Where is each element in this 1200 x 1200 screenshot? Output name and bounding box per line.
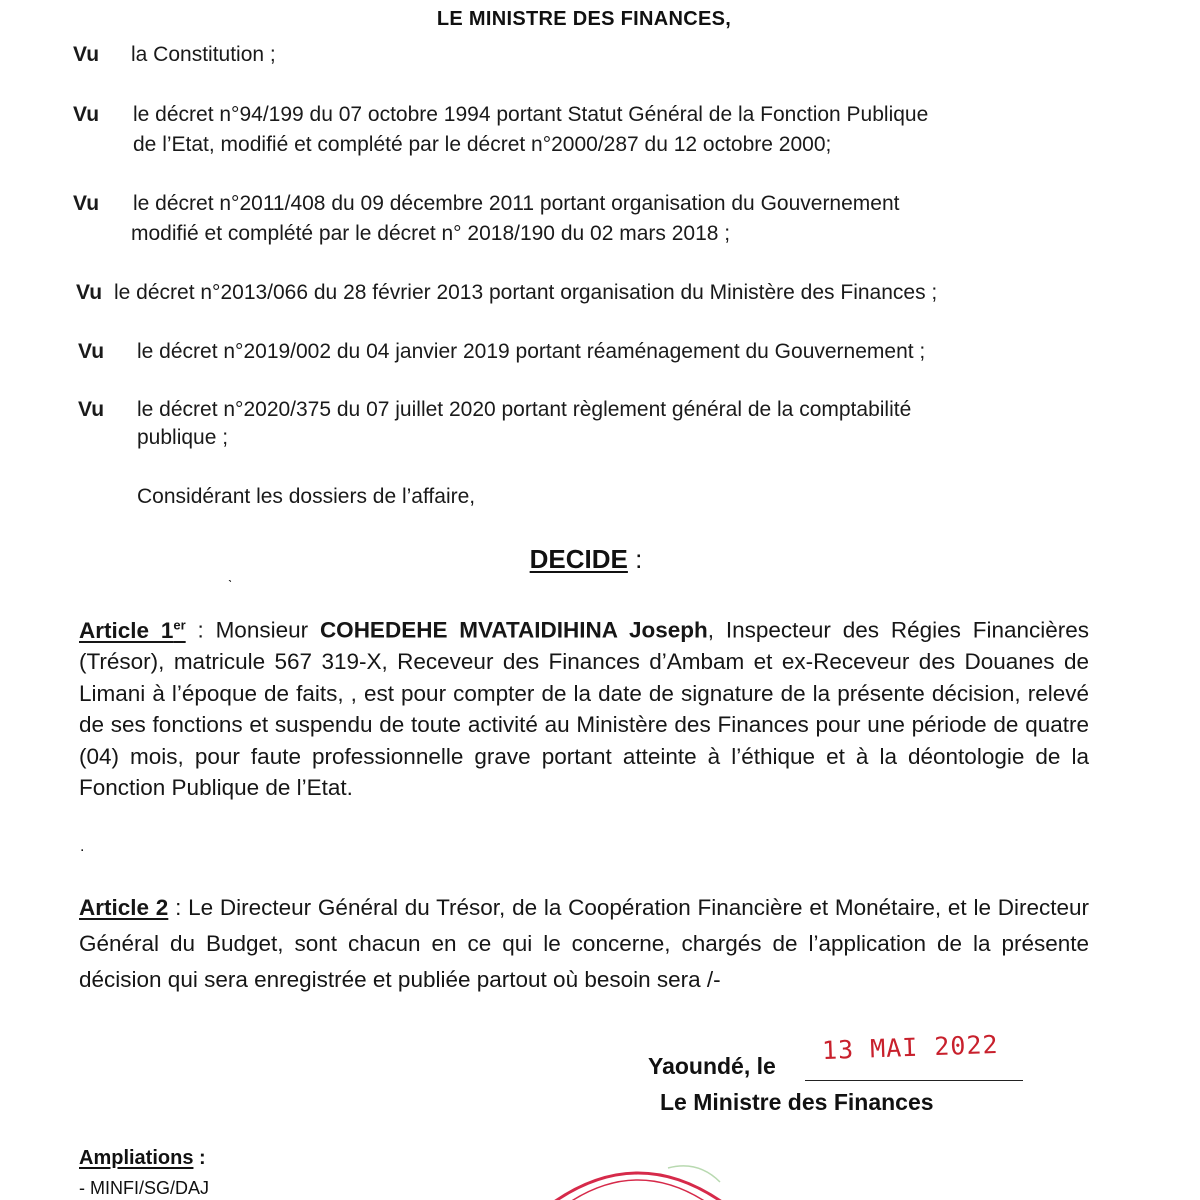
document-header: LE MINISTRE DES FINANCES, xyxy=(436,8,732,30)
visa-key: Vu xyxy=(78,340,105,363)
article-1 xyxy=(79,609,1089,804)
visa-key: Vu xyxy=(73,192,100,215)
article-2-label: Article 2 xyxy=(79,895,169,920)
visa-text-line: le décret n°2019/002 du 04 janvier 2019 portant réaménagement du Gouvernement ; xyxy=(137,340,926,363)
date-stamp: 13 MAI 2022 xyxy=(821,1029,1000,1066)
visa-text-line: la Constitution ; xyxy=(131,43,276,66)
ampliations-colon: : xyxy=(193,1147,206,1169)
visa-text-line: le décret n°94/199 du 07 octobre 1994 portant Statut Général de la Fonction Publique xyxy=(133,103,929,126)
visa-text-line: le décret n°2011/408 du 09 décembre 2011 portant organisation du Gouvernement xyxy=(133,192,900,215)
article-2 xyxy=(79,890,1089,998)
stray-mark: ˎ xyxy=(228,566,233,582)
considerant-text: Considérant les dossiers de l’affaire, xyxy=(137,485,476,508)
decide-heading xyxy=(0,544,1172,575)
visa-decret-2020 xyxy=(78,395,1118,455)
stray-dot: . xyxy=(80,838,85,855)
visa-text-line: le décret n°2013/066 du 28 février 2013 portant organisation du Ministère des Finances ; xyxy=(114,281,938,304)
ampliation-item: - MINFI/SG/DAJ xyxy=(79,1178,209,1198)
decide-colon: : xyxy=(627,544,643,574)
article-1-label-text: Article 1 xyxy=(79,617,174,643)
signatory-title: Le Ministre des Finances xyxy=(660,1089,934,1115)
visa-text-line: modifié et complété par le décret n° 2018/190 du 02 mars 2018 ; xyxy=(131,222,731,245)
article-2-body: : Le Directeur Général du Trésor, de la Coopération Financière et Monétaire, et le Directeur Général du Budget, sont chacun en ce qui le concerne, chargés de l’application de la présente décision qui sera enregistrée et publiée partout où besoin sera /- xyxy=(79,895,1089,992)
article-1-sup: er xyxy=(173,617,186,632)
official-seal xyxy=(548,1162,728,1200)
visa-text-line: publique ; xyxy=(137,426,229,449)
visa-key: Vu xyxy=(76,281,103,304)
article-1-body: , Inspecteur des Régies Financières (Trésor), matricule 567 319-X, Receveur des Finances d’Ambam et ex-Receveur des Douanes de Limani à l’époque de faits, , est pour compter de la date de signature de la présente décision, relevé de ses fonctions et suspendu de toute activité au Ministère des Finances pour une période de quatre (04) mois, pour faute professionnelle grave portant atteinte à l’éthique et à la déontologie de la Fonction Publique de l’Etat. xyxy=(79,617,1090,800)
visa-text-line: de l’Etat, modifié et complété par le décret n°2000/287 du 12 octobre 2000; xyxy=(133,133,832,156)
visa-text-line: le décret n°2020/375 du 07 juillet 2020 portant règlement général de la comptabilité xyxy=(137,398,912,421)
ampliations-label: Ampliations xyxy=(79,1147,194,1169)
signature-place: Yaoundé, le xyxy=(648,1053,776,1079)
visa-decret-2011 xyxy=(73,189,1113,249)
visa-decret-1994 xyxy=(73,100,1113,160)
article-1-label xyxy=(79,618,186,643)
visa-key: Vu xyxy=(78,398,105,421)
signature-date-line xyxy=(805,1080,1023,1081)
article-1-lead: : Monsieur xyxy=(185,617,320,643)
decide-label: DECIDE xyxy=(529,544,628,574)
visa-key: Vu xyxy=(73,43,100,66)
visa-key: Vu xyxy=(73,103,100,126)
person-name: COHEDEHE MVATAIDIHINA Joseph xyxy=(319,617,708,643)
ampliations-heading xyxy=(79,1147,206,1170)
